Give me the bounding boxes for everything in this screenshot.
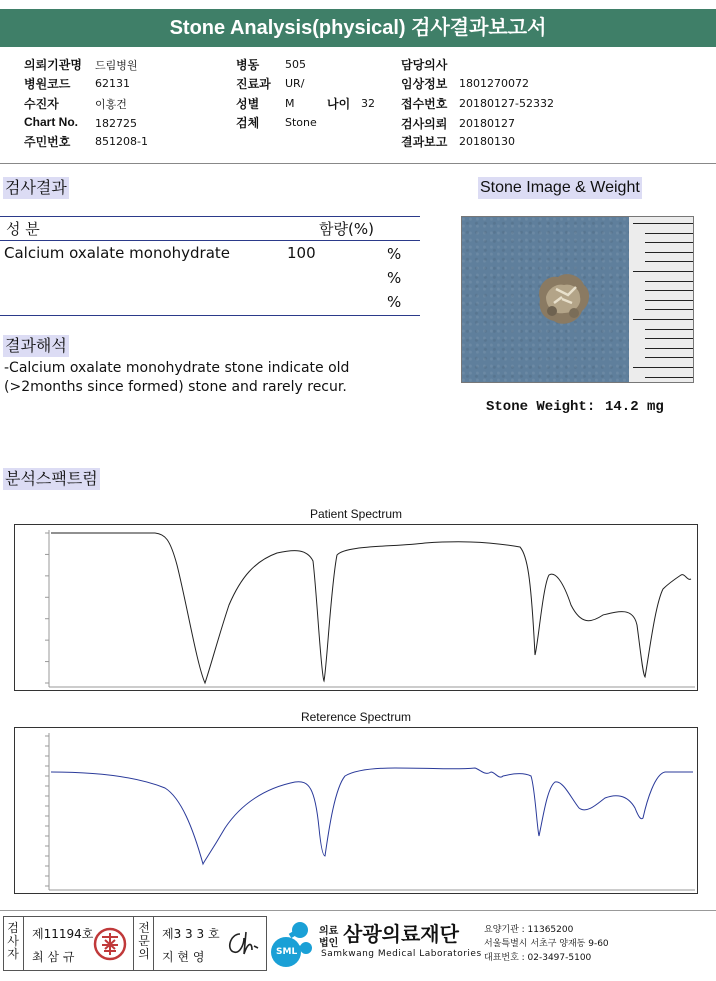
stone-weight-label: Stone Weight: [486, 399, 596, 415]
org-phone: 대표번호 : 02-3497-5100 [484, 953, 592, 963]
stone-icon [532, 269, 594, 329]
examiner-seal-icon [92, 925, 128, 963]
specialist-number: 제3 3 3 호 [162, 927, 220, 941]
amount-column-header: 함량(%) [319, 220, 374, 238]
org-name: 삼광의료재단 [343, 922, 459, 946]
patient-spectrum-chart [14, 524, 698, 691]
info-row: 의뢰기관명 [24, 58, 82, 72]
ruler-tick [645, 329, 693, 330]
interpretation-heading: 결과해석 [5, 336, 67, 355]
table-bottom-line [0, 315, 420, 316]
stone-image-heading: Stone Image & Weight [478, 177, 642, 199]
sml-logo-icon [270, 918, 316, 968]
ruler-tick [633, 367, 693, 368]
ruler-tick [645, 357, 693, 358]
footer-divider [0, 910, 716, 911]
ruler-tick [633, 271, 693, 272]
ruler-tick [645, 261, 693, 262]
ruler [629, 217, 693, 382]
table-row-component: Calcium oxalate monohydrate [4, 244, 231, 262]
ruler-tick [633, 319, 693, 320]
divider [0, 163, 716, 164]
patient-spectrum-line [51, 533, 691, 683]
ruler-tick [645, 242, 693, 243]
stone-weight-value: 14.2 mg [605, 399, 664, 415]
spectrum-heading: 분석스팩트럼 [5, 469, 98, 488]
examiner-name: 최 삼 규 [32, 950, 75, 964]
org-address: 서울특별시 서초구 양재동 9-60 [484, 939, 609, 949]
interpretation-line: (>2months since formed) stone and rarely recur. [4, 379, 347, 395]
reference-spectrum-title: Reterence Spectrum [300, 710, 412, 724]
reference-spectrum-chart [14, 727, 698, 894]
interpretation-line: -Calcium oxalate monohydrate stone indicate old [4, 360, 350, 376]
examiner-label: 검사자 [7, 921, 19, 961]
results-heading: 검사결과 [5, 178, 67, 197]
org-prefix-bottom: 법인 [319, 938, 339, 949]
ruler-tick [645, 281, 693, 282]
info-value: 드림병원 [95, 59, 138, 72]
stone-photo [461, 216, 694, 383]
specialist-label: 전문의 [138, 921, 150, 961]
ruler-tick [645, 233, 693, 234]
ruler-tick [645, 290, 693, 291]
report-title: Stone Analysis(physical) 검사결과보고서 [0, 9, 716, 47]
table-row-amount: 100 [287, 244, 316, 262]
org-prefix-top: 의료 [319, 926, 339, 937]
logo-text: SML [276, 947, 298, 957]
org-code: 요양기관 : 11365200 [484, 925, 574, 935]
ruler-tick [645, 377, 693, 378]
component-column-header: 성 분 [6, 220, 40, 238]
org-english-name: Samkwang Medical Laboratories [321, 949, 482, 959]
reference-spectrum-svg [15, 728, 697, 893]
ruler-tick [645, 309, 693, 310]
examiner-number: 제11194호 [32, 927, 94, 941]
patient-spectrum-svg [15, 525, 697, 690]
table-row-unit: % [387, 293, 402, 311]
ruler-tick [645, 300, 693, 301]
specialist-name: 지 현 영 [162, 950, 205, 964]
table-top-line [0, 216, 420, 217]
ruler-tick [645, 338, 693, 339]
table-header-line [0, 240, 420, 241]
ruler-tick [645, 252, 693, 253]
table-row-unit: % [387, 269, 402, 287]
ruler-tick [645, 348, 693, 349]
specialist-signature-icon [222, 928, 262, 962]
table-row-unit: % [387, 245, 402, 263]
reference-spectrum-line [51, 768, 693, 864]
patient-spectrum-title: Patient Spectrum [309, 507, 403, 521]
ruler-tick [633, 223, 693, 224]
